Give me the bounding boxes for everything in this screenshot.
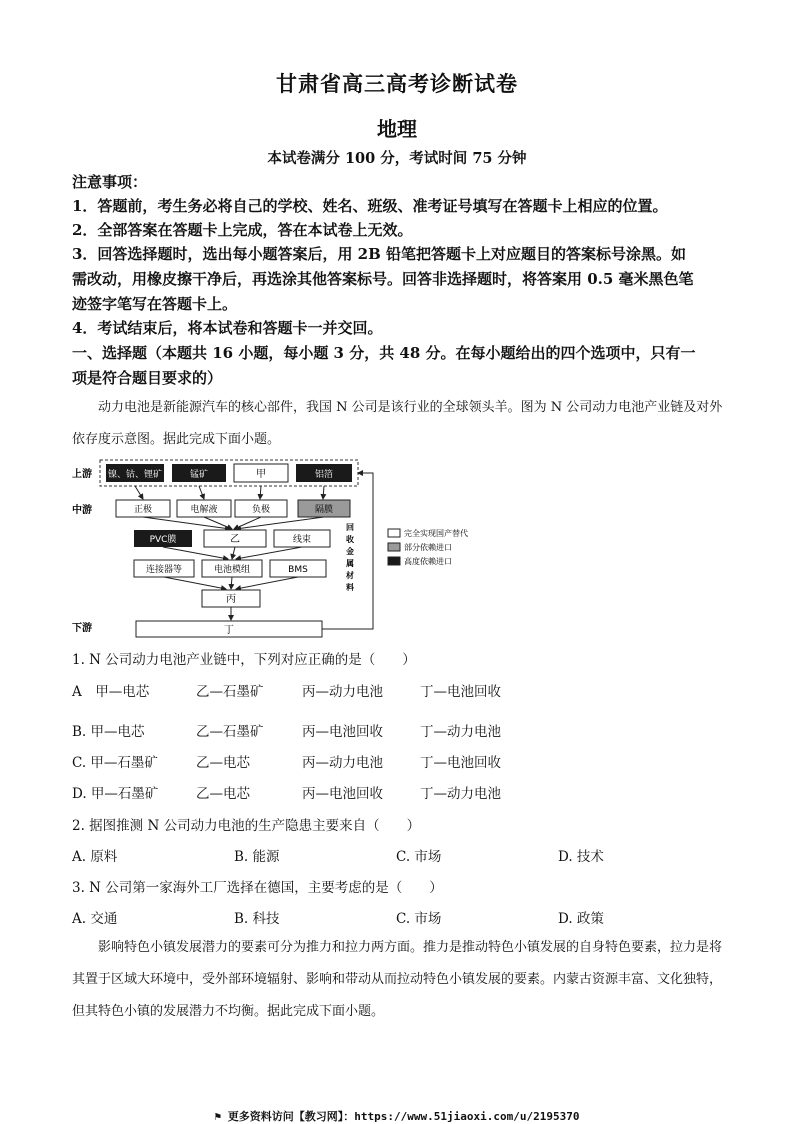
q1-option-d-3: 丙—电池回收 xyxy=(302,786,383,802)
q1-option-b-3: 丙—电池回收 xyxy=(302,724,383,740)
exam-meta: 本试卷满分 100 分，考试时间 75 分钟 xyxy=(267,150,527,167)
mid-label-battery-module: 电池模组 xyxy=(213,565,251,575)
q2-option-a: A. 原料 xyxy=(72,849,118,865)
q1-stem: 1. N 公司动力电池产业链中，下列对应正确的是（ ） xyxy=(72,652,416,668)
q1-option-a-3: 丙—动力电池 xyxy=(302,684,383,700)
mid-label-cathode: 正极 xyxy=(133,505,153,515)
q1-option-b-1: B. 甲—电芯 xyxy=(72,724,145,740)
mid-label-yi: 乙 xyxy=(230,534,240,545)
legend-swatch-high-import xyxy=(388,557,400,565)
recycle-char-4: 属 xyxy=(346,559,354,568)
battery-industry-chain-diagram xyxy=(68,455,478,640)
q2-option-d: D. 技术 xyxy=(558,849,604,865)
stage-downstream-label: 下游 xyxy=(72,623,92,634)
legend-label-high-import: 高度依赖进口 xyxy=(404,557,452,566)
q1-option-d-4: 丁—动力电池 xyxy=(420,786,501,802)
legend-swatch-partial-import xyxy=(388,543,400,551)
recycle-char-6: 料 xyxy=(346,583,354,592)
legend-label-partial-import: 部分依赖进口 xyxy=(404,543,452,552)
q1-option-d-1: D. 甲—石墨矿 xyxy=(72,786,159,802)
mid-label-anode: 负极 xyxy=(251,505,271,515)
downstream-label-ding: 丁 xyxy=(224,625,234,636)
mid-label-connectors: 连接器等 xyxy=(145,565,183,575)
recycle-char-5: 材 xyxy=(346,571,354,580)
upstream-label-4: 铝箔 xyxy=(314,470,334,480)
footer-text: 更多资料访问【教习网】：https://www.51jiaoxi.com/u/2195370 xyxy=(227,1110,580,1123)
q2-option-b: B. 能源 xyxy=(234,849,280,865)
note-3-line-3: 迹签字笔写在答题卡上。 xyxy=(72,295,238,313)
note-4: 4．考试结束后，将本试卷和答题卡一并交回。 xyxy=(72,319,383,337)
legend-label-domestic: 完全实现国产替代 xyxy=(404,529,468,538)
mid-label-bing: 丙 xyxy=(226,594,236,605)
note-3-line-1: 3．回答选择题时，选出每小题答案后，用 2B 铅笔把答题卡上对应题目的答案标号涂黑。如 xyxy=(72,245,687,263)
mid-label-wiring: 线束 xyxy=(292,535,312,545)
q1-option-b-4: 丁—动力电池 xyxy=(420,724,501,740)
q3-option-d: D. 政策 xyxy=(558,911,604,927)
q1-option-c-3: 丙—动力电池 xyxy=(302,755,383,771)
recycle-char-1: 回 xyxy=(346,523,354,532)
q1-option-c-2: 乙—电芯 xyxy=(196,755,250,771)
q1-option-b-2: 乙—石墨矿 xyxy=(196,724,264,740)
section-heading-line-1: 一、选择题（本题共 16 小题，每小题 3 分，共 48 分。在每小题给出的四个选项中，只有一 xyxy=(72,344,696,362)
q1-option-a-2: 乙—石墨矿 xyxy=(196,684,264,700)
mid-label-electrolyte: 电解液 xyxy=(190,505,218,515)
q2-option-c: C. 市场 xyxy=(396,849,442,865)
notes-heading: 注意事项： xyxy=(72,173,148,191)
q3-option-b: B. 科技 xyxy=(234,911,280,927)
q3-option-c: C. 市场 xyxy=(396,911,442,927)
q1-option-a-1: A 甲—电芯 xyxy=(72,684,150,700)
q1-option-c-1: C. 甲—石墨矿 xyxy=(72,755,158,771)
q3-option-a: A. 交通 xyxy=(72,911,118,927)
passage-2: 影响特色小镇发展潜力的要素可分为推力和拉力两方面。推力是推动特色小镇发展的自身特色要素，拉力是将其置于区域大环境中，受外部环境辐射、影响和带动从而拉动特色小镇发展的要素。内蒙古资源丰富、文化独特，但其特色小镇的发展潜力不均衡。据此完成下面小题。 xyxy=(72,940,723,1019)
q1-option-c-4: 丁—电池回收 xyxy=(420,755,501,771)
note-1: 1．答题前，考生务必将自己的学校、姓名、班级、准考证号填写在答题卡上相应的位置。 xyxy=(72,197,668,215)
upstream-label-1: 镍、钴、锂矿 xyxy=(107,470,163,480)
footer-link[interactable] xyxy=(0,1108,794,1124)
note-2: 2．全部答案在答题卡上完成，答在本试卷上无效。 xyxy=(72,221,413,239)
stage-midstream-label: 中游 xyxy=(72,505,92,516)
q3-stem: 3. N 公司第一家海外工厂选择在德国，主要考虑的是（ ） xyxy=(72,880,443,896)
passage-1: 动力电池是新能源汽车的核心部件，我国 N 公司是该行业的全球领头羊。图为 N 公司动力电池产业链及对外依存度示意图。据此完成下面小题。 xyxy=(72,400,723,447)
note-3-line-2: 需改动，用橡皮擦干净后，再选涂其他答案标号。回答非选择题时，将答案用 0.5 毫米黑色笔 xyxy=(72,270,694,288)
stage-upstream-label: 上游 xyxy=(72,469,92,480)
mid-label-bms: BMS xyxy=(288,565,308,575)
exam-title: 甘肃省高三高考诊断试卷 xyxy=(276,71,518,96)
upstream-label-3: 甲 xyxy=(256,469,266,480)
q1-option-a-4: 丁—电池回收 xyxy=(420,684,501,700)
recycle-char-2: 收 xyxy=(346,535,354,544)
q1-option-d-2: 乙—电芯 xyxy=(196,786,250,802)
mid-label-separator: 隔膜 xyxy=(314,505,334,515)
q2-stem: 2. 据图推测 N 公司动力电池的生产隐患主要来自（ ） xyxy=(72,818,421,834)
legend-swatch-domestic xyxy=(388,529,400,537)
subject-title: 地理 xyxy=(377,117,417,141)
upstream-label-2: 锰矿 xyxy=(189,470,209,480)
flag-icon: ⚑ xyxy=(214,1110,222,1123)
recycle-char-3: 金 xyxy=(346,547,354,556)
mid-label-pvc-film: PVC膜 xyxy=(149,535,177,545)
section-heading-line-2: 项是符合题目要求的） xyxy=(72,369,223,387)
